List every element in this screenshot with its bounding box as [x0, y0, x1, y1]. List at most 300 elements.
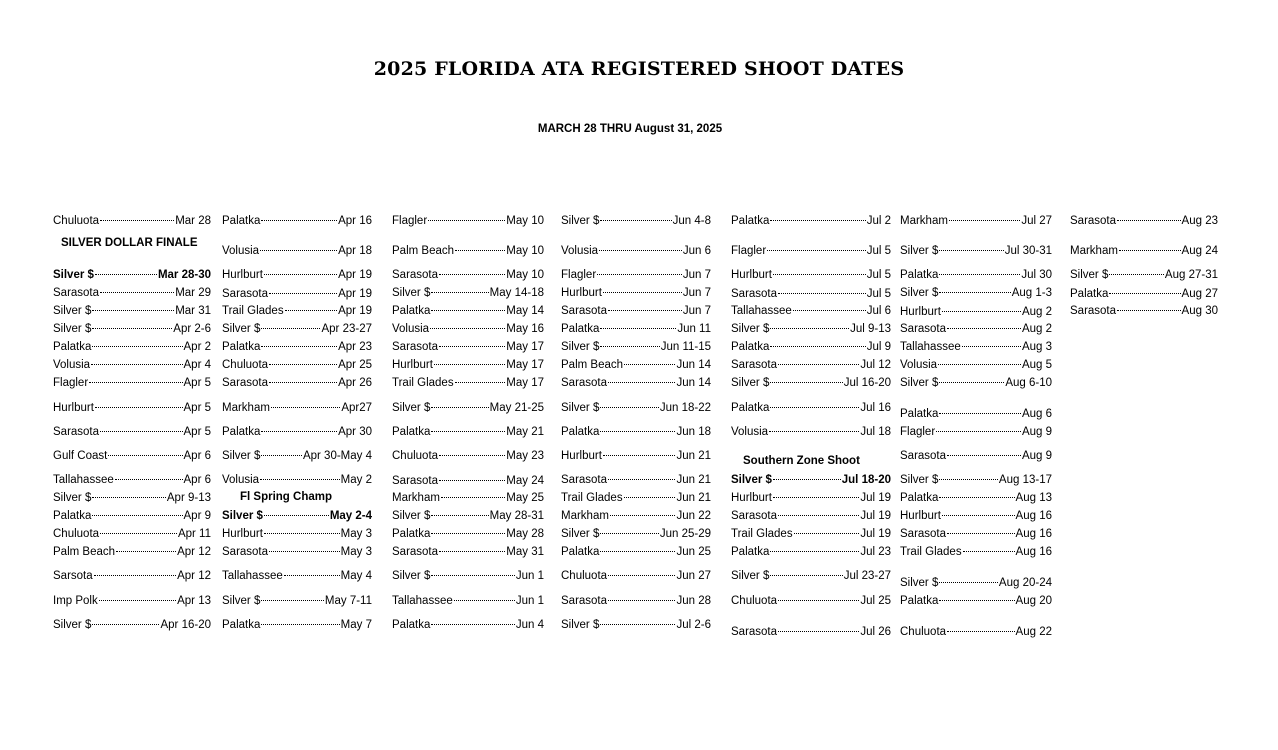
club-name: Volusia: [900, 359, 938, 371]
shoot-date: Jul 30-31: [1004, 245, 1052, 257]
club-name: Sarasota: [392, 341, 439, 353]
dot-leader: [770, 328, 849, 329]
dot-leader: [454, 600, 515, 601]
dot-leader: [115, 479, 183, 480]
club-name: Flagler: [900, 426, 936, 438]
shoot-entry: [53, 376, 211, 390]
dot-leader: [963, 551, 1015, 552]
club-name: Volusia: [53, 359, 91, 371]
shoot-date: Apr 19: [338, 305, 372, 317]
club-name: Palatka: [392, 619, 431, 631]
shoot-date: Jun 14: [676, 359, 711, 371]
shoot-date: Apr 9-13: [166, 492, 211, 504]
club-name: Chuluota: [392, 450, 439, 462]
dot-leader: [939, 497, 1014, 498]
date-range-subtitle: MARCH 28 THRU August 31, 2025: [537, 123, 723, 135]
shoot-date: May 10: [506, 269, 544, 281]
shoot-date: May 2-4: [329, 510, 372, 522]
shoot-entry: [392, 527, 544, 541]
dot-leader: [624, 497, 676, 498]
shoot-entry: [222, 401, 372, 415]
dot-leader: [455, 250, 505, 251]
club-name: Sarasota: [561, 474, 608, 486]
shoot-entry: [561, 569, 711, 583]
shoot-date: Aug 20-24: [998, 577, 1052, 589]
shoot-date: May 31: [506, 546, 544, 558]
shoot-entry: [392, 545, 544, 559]
dot-leader: [1119, 250, 1181, 251]
club-name: Palatka: [731, 215, 770, 227]
club-name: Chuluota: [53, 215, 100, 227]
shoot-date: Apr 26: [338, 377, 372, 389]
club-name: Sarasota: [900, 323, 947, 335]
club-name: Silver $: [392, 402, 431, 414]
shoot-entry: [53, 594, 211, 608]
shoot-date: Apr 13: [177, 595, 211, 607]
dot-leader: [773, 497, 859, 498]
schedule-column: [53, 0, 211, 750]
club-name: Silver $: [53, 492, 92, 504]
club-name: Silver $: [561, 341, 600, 353]
shoot-entry: [900, 286, 1052, 300]
dot-leader: [1109, 274, 1164, 275]
dot-leader: [108, 455, 182, 456]
shoot-date: Jul 2: [866, 215, 891, 227]
shoot-entry: [900, 473, 1052, 487]
club-name: Sarsota: [53, 570, 93, 582]
shoot-date: May 3: [340, 528, 372, 540]
club-name: Hurlburt: [222, 269, 263, 281]
dot-leader: [94, 575, 176, 576]
dot-leader: [770, 575, 842, 576]
club-name: Markham: [392, 492, 440, 504]
shoot-entry: [731, 358, 891, 372]
club-name: Gulf Coast: [53, 450, 108, 462]
shoot-entry: [731, 322, 891, 336]
club-name: Flagler: [392, 215, 428, 227]
shoot-date: Jun 21: [676, 450, 711, 462]
dot-leader: [600, 624, 675, 625]
shoot-entry: [731, 545, 891, 559]
shoot-date: Aug 13-17: [998, 474, 1052, 486]
shoot-date: Jun 22: [676, 510, 711, 522]
dot-leader: [608, 382, 675, 383]
shoot-entry: [222, 618, 372, 632]
club-name: Sarasota: [900, 528, 947, 540]
shoot-entry: [222, 473, 372, 487]
shoot-entry: [392, 286, 544, 300]
dot-leader: [92, 624, 159, 625]
shoot-date: Apr 6: [183, 450, 211, 462]
shoot-entry: [53, 268, 211, 282]
dot-leader: [92, 346, 182, 347]
shoot-date: Mar 31: [175, 305, 211, 317]
shoot-entry: [222, 425, 372, 439]
dot-leader: [600, 346, 659, 347]
shoot-date: Jul 6: [866, 305, 891, 317]
shoot-entry: [392, 425, 544, 439]
shoot-entry: [222, 509, 372, 523]
club-name: Silver $: [561, 528, 600, 540]
dot-leader: [939, 292, 1010, 293]
club-name: Sarasota: [222, 288, 269, 300]
club-name: Palatka: [222, 341, 261, 353]
club-name: Chuluota: [53, 528, 100, 540]
club-name: Chuluota: [731, 595, 778, 607]
dot-leader: [264, 533, 340, 534]
shoot-entry: [222, 268, 372, 282]
shoot-entry: [561, 491, 711, 505]
club-name: Silver $: [900, 377, 939, 389]
dot-leader: [269, 551, 340, 552]
dot-leader: [778, 293, 866, 294]
dot-leader: [938, 364, 1021, 365]
shoot-entry: [900, 527, 1052, 541]
shoot-entry: [900, 509, 1052, 523]
dot-leader: [431, 310, 505, 311]
club-name: Silver $: [222, 595, 261, 607]
shoot-entry: [731, 594, 891, 608]
shoot-date: Jun 6: [682, 245, 711, 257]
dot-leader: [600, 533, 658, 534]
shoot-date: Jul 19: [860, 510, 891, 522]
shoot-entry: [53, 491, 211, 505]
club-name: Chuluota: [561, 570, 608, 582]
dot-leader: [947, 455, 1021, 456]
dot-leader: [439, 274, 505, 275]
club-name: Sarasota: [1070, 215, 1117, 227]
club-name: Sarasota: [900, 450, 947, 462]
shoot-entry: [53, 569, 211, 583]
dot-leader: [939, 250, 1003, 251]
dot-leader: [794, 533, 860, 534]
shoot-entry: [392, 322, 544, 336]
dot-leader: [939, 600, 1014, 601]
shoot-date: Apr27: [341, 402, 372, 414]
club-name: Sarasota: [222, 546, 269, 558]
shoot-entry: [392, 618, 544, 632]
club-name: Trail Glades: [731, 528, 793, 540]
shoot-date: Jun 25: [676, 546, 711, 558]
section-heading: Fl Spring Champ: [240, 491, 332, 503]
dot-leader: [99, 600, 176, 601]
club-name: Silver $: [561, 402, 600, 414]
shoot-entry: [900, 244, 1052, 258]
shoot-date: Apr 5: [183, 402, 211, 414]
dot-leader: [600, 551, 675, 552]
dot-leader: [600, 407, 658, 408]
shoot-entry: [731, 268, 891, 282]
club-name: Silver $: [53, 269, 94, 281]
shoot-date: Mar 29: [175, 287, 211, 299]
shoot-date: Apr 16-20: [160, 619, 211, 631]
club-name: Silver $: [561, 619, 600, 631]
dot-leader: [608, 575, 675, 576]
dot-leader: [431, 407, 488, 408]
shoot-entry: [561, 618, 711, 632]
dot-leader: [1109, 293, 1180, 294]
shoot-date: Jun 11: [677, 323, 711, 335]
shoot-date: Jun 21: [676, 492, 711, 504]
club-name: Trail Glades: [561, 492, 623, 504]
club-name: Sarasota: [1070, 305, 1117, 317]
shoot-entry: [900, 376, 1052, 390]
shoot-date: Apr 19: [338, 269, 372, 281]
dot-leader: [100, 292, 174, 293]
shoot-entry: [392, 304, 544, 318]
dot-leader: [439, 480, 505, 481]
dot-leader: [439, 346, 505, 347]
dot-leader: [91, 364, 182, 365]
shoot-date: Apr 2: [183, 341, 211, 353]
shoot-entry: [392, 268, 544, 282]
club-name: Palatka: [222, 619, 261, 631]
shoot-date: Apr 5: [183, 426, 211, 438]
shoot-entry: [561, 449, 711, 463]
club-name: Volusia: [222, 245, 260, 257]
shoot-entry: [53, 449, 211, 463]
shoot-date: Aug 23: [1181, 215, 1218, 227]
dot-leader: [431, 515, 488, 516]
shoot-date: Aug 22: [1015, 626, 1052, 638]
club-name: Sarasota: [392, 475, 439, 487]
shoot-entry: [731, 473, 891, 487]
club-name: Hurlburt: [392, 359, 433, 371]
shoot-entry: [900, 358, 1052, 372]
shoot-date: May 10: [506, 245, 544, 257]
shoot-entry: [222, 545, 372, 559]
schedule-column: [561, 0, 711, 750]
schedule-column: [1070, 0, 1218, 750]
shoot-date: Mar 28-30: [157, 269, 211, 281]
shoot-entry: [731, 376, 891, 390]
club-name: Palatka: [900, 408, 939, 420]
shoot-date: Apr 23-27: [321, 323, 372, 335]
club-name: Markham: [222, 402, 270, 414]
shoot-date: May 2: [340, 474, 372, 486]
shoot-date: Jun 7: [682, 269, 711, 281]
dot-leader: [947, 533, 1015, 534]
shoot-entry: [222, 594, 372, 608]
club-name: Silver $: [561, 215, 600, 227]
dot-leader: [793, 310, 866, 311]
club-name: Silver $: [731, 570, 770, 582]
shoot-date: Apr 16: [338, 215, 372, 227]
shoot-date: May 21: [506, 426, 544, 438]
shoot-entry: [53, 401, 211, 415]
dot-leader: [92, 310, 174, 311]
dot-leader: [599, 250, 682, 251]
shoot-entry: [561, 594, 711, 608]
club-name: Sarasota: [561, 305, 608, 317]
shoot-date: Aug 27-31: [1164, 269, 1218, 281]
dot-leader: [269, 293, 337, 294]
club-name: Palatka: [1070, 288, 1109, 300]
club-name: Silver $: [731, 474, 772, 486]
dot-leader: [261, 431, 337, 432]
club-name: Hurlburt: [731, 492, 772, 504]
page-title: 2025 FLORIDA ATA REGISTERED SHOOT DATES: [373, 58, 905, 80]
shoot-entry: [222, 449, 372, 463]
club-name: Silver $: [53, 619, 92, 631]
shoot-entry: [53, 473, 211, 487]
shoot-date: Jul 27: [1021, 215, 1052, 227]
club-name: Palatka: [561, 546, 600, 558]
shoot-date: May 25: [506, 492, 544, 504]
dot-leader: [939, 479, 998, 480]
shoot-date: Apr 9: [183, 510, 211, 522]
dot-leader: [261, 600, 324, 601]
dot-leader: [770, 346, 865, 347]
dot-leader: [100, 431, 182, 432]
dot-leader: [608, 310, 682, 311]
dot-leader: [269, 364, 337, 365]
shoot-entry: [1070, 287, 1218, 301]
shoot-entry: [1070, 214, 1218, 228]
shoot-entry: [222, 569, 372, 583]
club-name: Sarasota: [392, 269, 439, 281]
shoot-entry: [561, 425, 711, 439]
shoot-date: May 7-11: [324, 595, 372, 607]
shoot-entry: [392, 569, 544, 583]
club-name: Silver $: [222, 510, 263, 522]
club-name: Sarasota: [561, 595, 608, 607]
shoot-entry: [222, 322, 372, 336]
shoot-date: Jun 1: [515, 570, 544, 582]
shoot-entry: [392, 340, 544, 354]
dot-leader: [778, 364, 859, 365]
dot-leader: [439, 455, 505, 456]
shoot-date: May 17: [506, 377, 544, 389]
club-name: Silver $: [900, 577, 939, 589]
shoot-entry: [900, 305, 1052, 319]
shoot-date: Jun 18-22: [659, 402, 711, 414]
shoot-date: Jul 9: [866, 341, 891, 353]
shoot-entry: [731, 569, 891, 583]
shoot-entry: [53, 618, 211, 632]
shoot-entry: [392, 449, 544, 463]
shoot-date: Jul 12: [860, 359, 891, 371]
shoot-entry: [900, 425, 1052, 439]
dot-leader: [261, 328, 320, 329]
shoot-entry: [731, 491, 891, 505]
shoot-entry: [561, 376, 711, 390]
shoot-entry: [222, 340, 372, 354]
dot-leader: [939, 413, 1021, 414]
shoot-date: Aug 27: [1181, 288, 1218, 300]
club-name: Trail Glades: [900, 546, 962, 558]
shoot-entry: [222, 287, 372, 301]
shoot-date: Jul 5: [866, 245, 891, 257]
club-name: Markham: [561, 510, 609, 522]
club-name: Palatka: [731, 341, 770, 353]
shoot-date: Apr 4: [183, 359, 211, 371]
section-heading: SILVER DOLLAR FINALE: [61, 237, 198, 249]
club-name: Hurlburt: [222, 528, 263, 540]
club-name: Silver $: [53, 323, 92, 335]
dot-leader: [600, 328, 676, 329]
dot-leader: [603, 292, 682, 293]
dot-leader: [434, 364, 505, 365]
shoot-entry: [561, 340, 711, 354]
dot-leader: [936, 431, 1021, 432]
club-name: Palatka: [392, 305, 431, 317]
shoot-date: Jul 19: [860, 492, 891, 504]
shoot-entry: [53, 304, 211, 318]
dot-leader: [773, 479, 841, 480]
shoot-entry: [392, 401, 544, 415]
shoot-date: Jul 5: [866, 288, 891, 300]
shoot-entry: [900, 491, 1052, 505]
shoot-date: Apr 6: [183, 474, 211, 486]
shoot-date: Jul 23: [860, 546, 891, 558]
shoot-entry: [900, 340, 1052, 354]
dot-leader: [624, 364, 675, 365]
shoot-entry: [222, 358, 372, 372]
club-name: Silver $: [900, 245, 939, 257]
dot-leader: [608, 479, 675, 480]
dot-leader: [431, 533, 505, 534]
shoot-date: Aug 2: [1021, 306, 1052, 318]
club-name: Palatka: [900, 492, 939, 504]
shoot-date: Jun 4: [515, 619, 544, 631]
club-name: Volusia: [222, 474, 260, 486]
dot-leader: [949, 220, 1020, 221]
shoot-entry: [900, 449, 1052, 463]
shoot-entry: [392, 244, 544, 258]
dot-leader: [428, 220, 505, 221]
shoot-date: Aug 13: [1015, 492, 1052, 504]
shoot-date: Aug 3: [1021, 341, 1052, 353]
dot-leader: [284, 575, 340, 576]
club-name: Flagler: [561, 269, 597, 281]
shoot-entry: [561, 286, 711, 300]
dot-leader: [261, 624, 339, 625]
shoot-entry: [731, 340, 891, 354]
dot-leader: [947, 328, 1021, 329]
dot-leader: [261, 455, 302, 456]
dot-leader: [116, 551, 176, 552]
dot-leader: [264, 274, 337, 275]
club-name: Trail Glades: [392, 377, 454, 389]
dot-leader: [778, 600, 859, 601]
shoot-date: Aug 16: [1015, 510, 1052, 522]
dot-leader: [778, 631, 859, 632]
dot-leader: [100, 533, 177, 534]
shoot-date: Aug 20: [1015, 595, 1052, 607]
dot-leader: [95, 274, 157, 275]
club-name: Sarasota: [731, 288, 778, 300]
shoot-entry: [1070, 244, 1218, 258]
shoot-entry: [392, 474, 544, 488]
shoot-date: Aug 16: [1015, 546, 1052, 558]
shoot-entry: [392, 491, 544, 505]
dot-leader: [939, 582, 998, 583]
shoot-date: Aug 9: [1021, 426, 1052, 438]
dot-leader: [260, 479, 340, 480]
dot-leader: [441, 497, 505, 498]
club-name: Volusia: [392, 323, 430, 335]
shoot-entry: [561, 545, 711, 559]
shoot-date: Jun 25-29: [659, 528, 711, 540]
club-name: Hurlburt: [900, 306, 941, 318]
shoot-entry: [561, 509, 711, 523]
section-heading: Southern Zone Shoot: [743, 455, 860, 467]
shoot-date: Jul 18: [860, 426, 891, 438]
club-name: Markham: [1070, 245, 1118, 257]
shoot-entry: [561, 401, 711, 415]
club-name: Palatka: [53, 510, 92, 522]
